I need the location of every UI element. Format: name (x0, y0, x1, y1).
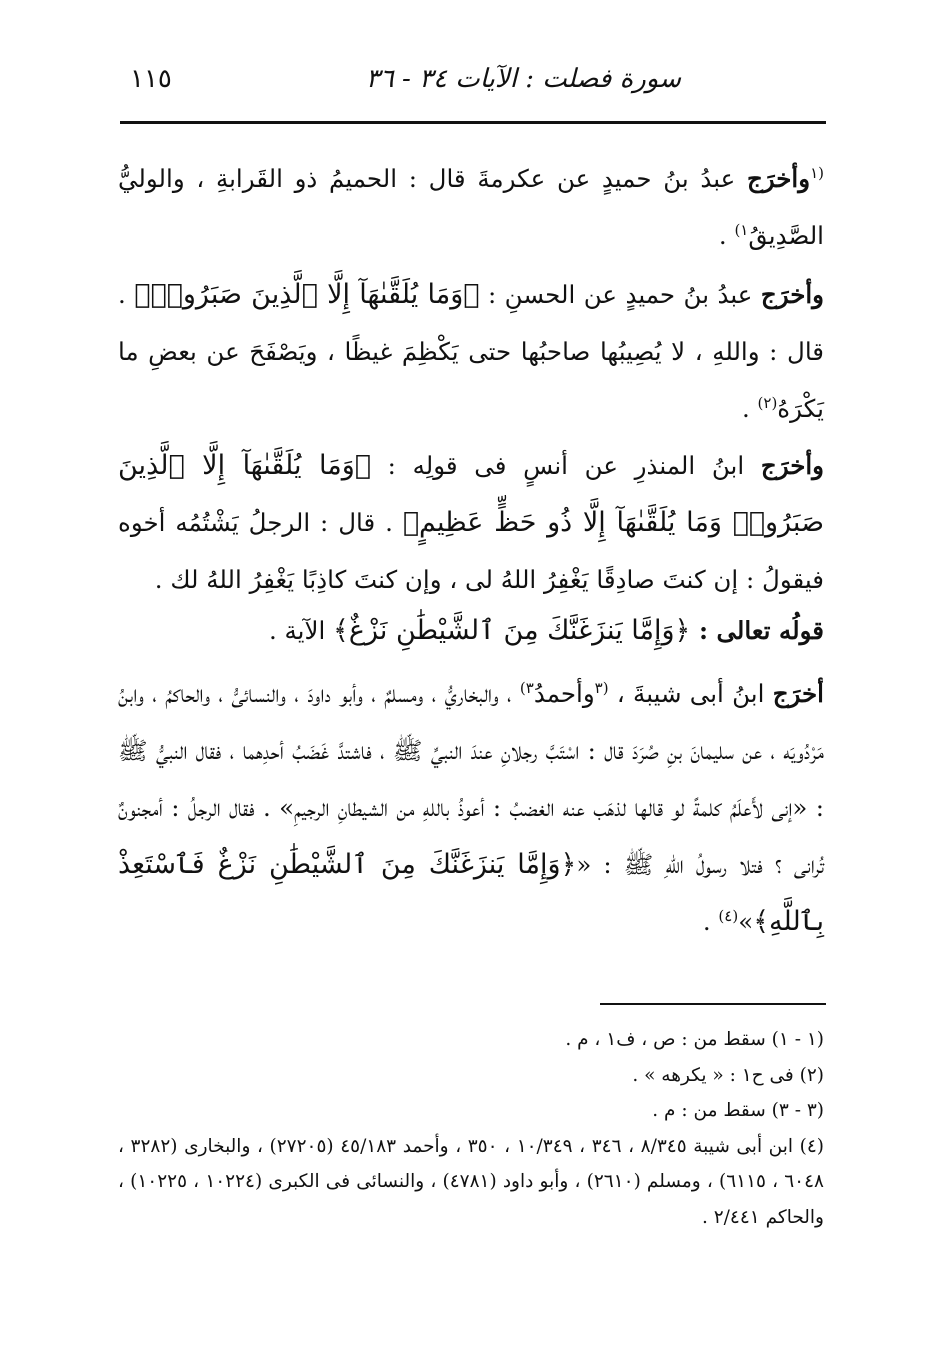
footnote-ref: (٤) (718, 906, 739, 925)
quran-verse: ﴿وَمَا يُلَقَّىٰهَآ إِلَّا ٱلَّذِينَ صَبَرُوا۟﴾ (134, 279, 480, 310)
footnote: (٢) فى ح١ : « يكرهه » . (632, 1064, 824, 1086)
omission-mark-close: ٣) (519, 678, 534, 697)
paragraph-lead-word: أخرَج (772, 679, 824, 708)
omission-mark-open: (٣ (594, 678, 609, 697)
footnote: (٣ - ٣) سقط من : م . (652, 1100, 824, 1121)
paragraph-anas (118, 437, 824, 608)
paragraph-sulayman (118, 665, 824, 950)
footnote: (٤) ابن أبى شيبة ٨/٣٤٥ ، ٣٤٦ ، ١٠/٣٤٩ ، ٣٥٠ ، وأحمد ٤٥/١٨٣ (٢٧٢٠٥) ، والبخارى (٣٢٨٢ ، ٦٠٤٨ ، ٦١١٥) ، ومسلم (٢٦١٠) ، وأبو داود (٤٧٨١) ، والنسائى فى الكبرى (١٠٢٢٤ ، ١٠٢٢٥) ، والحاكم ٢/٤٤١ . (118, 1135, 824, 1228)
paragraph-text: . قال : الرجلُ يَشْتُمُه أخوه فيقولُ : إن كنتَ صادِقًا يَغْفِرُ اللهُ لى ، وإن كنتَ كاذِبًا يَغْفِرُ اللهُ لك . (118, 508, 824, 594)
running-title: سورة فصلت : الآيات ٣٤ - ٣٦ (365, 64, 681, 94)
paragraph-text: ابنُ المنذرِ عن أنسٍ فى قولِه : (370, 451, 761, 480)
page-number: ١١٥ (130, 64, 172, 94)
paragraph-text: الآية . (268, 616, 334, 645)
header-rule (120, 121, 826, 124)
footnote-ref: (٢) (757, 393, 778, 412)
paragraph-text: عبدُ بنُ حميدٍ عن الحسنِ : (479, 280, 761, 309)
footnotes (118, 1022, 824, 1235)
paragraph-text: . قال : واللهِ ، لا يُصِيبُها صاحبُها حتى يَكْظِمَ غيظًا ، ويَصْفَحَ عن بعضِ ما يَكْرَهُ (118, 280, 824, 423)
footnote: (١ - ١) سقط من : ص ، ف١ ، م . (565, 1029, 824, 1050)
omission-mark-open: (١ (810, 163, 824, 182)
section-heading-verse (118, 602, 824, 659)
paragraph-text: عبدُ بنُ حميدٍ عن عكرمةَ قال : الحميمُ ذو القَرابةِ ، والوليُّ الصَّدِيقُ (118, 164, 824, 250)
quran-verse: ﴿وَمَا يُلَقَّىٰهَآ إِلَّا ٱلَّذِينَ صَبَرُوا۟ وَمَا يُلَقَّىٰهَآ إِلَّا ذُو حَظٍّ عَظِيمٍ﴾ (118, 450, 824, 538)
paragraph-end: . (741, 394, 758, 423)
paragraph-end: . (702, 907, 719, 936)
paragraph-lead-word: وأخرَج (760, 280, 824, 309)
paragraph-text: ، والبخاريُّ ، ومسلمٌ ، وأبو داودَ ، والنسائىُّ ، والحاكمُ ، وابنُ مَرْدُويَه ، عن سليمانَ بنِ صُرَدَ قال : اسْتَبَّ رجلانِ عندَ النبيِّ ﷺ ، فاشتدَّ غَضَبُ أحدِهما ، فقال النبيُّ ﷺ : «إنى لأَعلَمُ كلمةً لو قالها لذهَب عنه الغضبُ : أعوذُ باللهِ من الشيطانِ الرجيمِ» . فقال الرجلُ : أمجنونٌ تُرانى ؟ فتلا رسولُ اللهِ ﷺ : « (118, 679, 824, 879)
quran-verse: ﴿وَإِمَّا يَنزَغَنَّكَ مِنَ ٱلشَّيْطَٰنِ نَزْغٌ﴾ (333, 615, 699, 646)
section-heading-lead: قولُه تعالى : (698, 616, 824, 645)
paragraph-end: . (718, 221, 735, 250)
paragraph-lead-word: وأخرَج (746, 164, 811, 193)
paragraph-text: ابنُ أبى شيبةَ ، (608, 679, 773, 708)
quran-verse: ﴿وَإِمَّا يَنزَغَنَّكَ مِنَ ٱلشَّيْطَٰنِ نَزْغٌ فَٱسْتَعِذْ بِٱللَّهِ﴾ (118, 849, 824, 937)
paragraph-text: » (738, 907, 754, 936)
paragraph-text: وأحمدُ (533, 679, 595, 708)
omission-mark-close: ١) (734, 220, 749, 239)
footnote-rule (600, 1003, 826, 1005)
paragraph-lead-word: وأخرَج (760, 451, 824, 480)
paragraph-hasan (118, 266, 824, 437)
paragraph-ikrimah (118, 150, 824, 264)
page-header (120, 58, 826, 106)
